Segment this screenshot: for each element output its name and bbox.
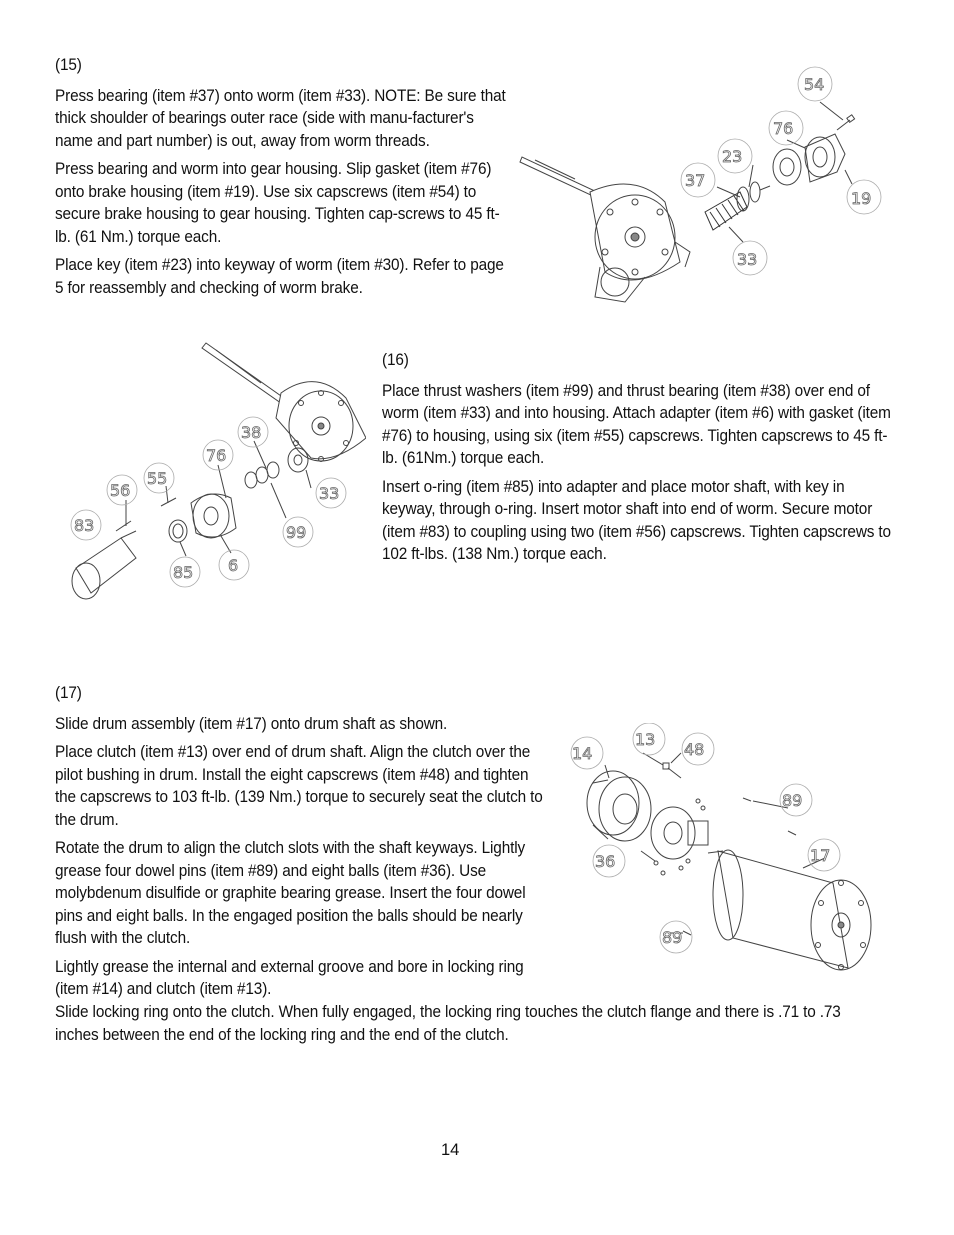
callout-54: 54 xyxy=(804,75,825,94)
step-number-17: (17) xyxy=(55,684,82,702)
callout-33: 33 xyxy=(737,250,758,269)
paragraph: Place thrust washers (item #99) and thrust bearing (item #38) over end of worm (item #33) and into housing. Attach adapter (item #6) with gasket (item #76) to housing, using six (item #55) capscrews. Tighten capscrews to 45 ft-lb. (61Nm.) torque each. xyxy=(382,381,891,467)
callout-13: 13 xyxy=(635,730,656,749)
callout-83: 83 xyxy=(74,516,95,535)
step-number-15: (15) xyxy=(55,56,82,74)
paragraph: Place clutch (item #13) over end of drum shaft. Align the clutch over the pilot bushing in drum. Install the eight capscrews (item #48) and tighten the capscrews to 103 ft-lb. (139 Nm.) torque to securely seat the clutch to the drum. xyxy=(55,743,543,829)
callout-85: 85 xyxy=(173,563,194,582)
callout-56: 56 xyxy=(110,481,131,500)
figure-drum-clutch-assembly xyxy=(563,723,893,985)
paragraph: Press bearing (item #37) onto worm (item #33). NOTE: Be sure that thick shoulder of bearings outer race (side with manu-facturer's name and part number) is out, away from worm threads. xyxy=(55,86,506,150)
callout-33: 33 xyxy=(319,484,340,503)
callout-76: 76 xyxy=(206,446,227,465)
paragraph: Rotate the drum to align the clutch slots with the shaft keyways. Lightly grease four dowel pins (item #89) and eight balls (item #36). Use molybdenum disulfide or graphite bearing grease. Insert the four dowel pins and eight balls. In the engaged position the balls should be nearly flush with the clutch. xyxy=(55,839,526,947)
section-16-text xyxy=(382,349,895,572)
callout-89: 89 xyxy=(782,791,803,810)
paragraph: Press bearing and worm into gear housing. Slip gasket (item #76) onto brake housing (item #19). Use six capscrews (item #54) to secure brake housing to gear housing. Tighten cap-screws to 45 ft-lb. (61 Nm.) torque each. xyxy=(55,160,500,246)
callout-38: 38 xyxy=(241,423,262,442)
paragraph: Slide locking ring onto the clutch. When fully engaged, the locking ring touches the clutch flange and there is .71 to .73 inches between the end of the locking ring and the end of the clutch. xyxy=(55,1003,841,1044)
callout-99: 99 xyxy=(286,523,307,542)
callout-55: 55 xyxy=(147,469,168,488)
paragraph: Lightly grease the internal and external groove and bore in locking ring (item #14) and clutch (item #13). xyxy=(55,957,524,998)
callout-76: 76 xyxy=(773,119,794,138)
section-17-final-paragraph xyxy=(55,1001,883,1052)
drum-clutch-drawing xyxy=(563,723,893,985)
worm-brake-drawing xyxy=(515,62,890,307)
step-number-16: (16) xyxy=(382,351,409,369)
callout-37: 37 xyxy=(685,171,706,190)
figure-worm-brake-assembly xyxy=(515,62,890,307)
section-15-text xyxy=(55,54,511,305)
callout-19: 19 xyxy=(851,189,872,208)
page-number: 14 xyxy=(441,1141,460,1159)
paragraph: Slide drum assembly (item #17) onto drum shaft as shown. xyxy=(55,714,448,733)
paragraph: Place key (item #23) into keyway of worm (item #30). Refer to page 5 for reassembly and checking of worm brake. xyxy=(55,256,504,297)
paragraph: Insert o-ring (item #85) into adapter and place motor shaft, with key in keyway, through o-ring. Insert motor shaft into end of worm. Secure motor (item #83) to coupling using two (item #56) capscrews. Tighten capscrews to 102 ft-lbs. (138 Nm.) torque each. xyxy=(382,477,891,563)
callout-23: 23 xyxy=(722,147,743,166)
callout-17: 17 xyxy=(810,846,831,865)
motor-adapter-drawing xyxy=(66,338,366,608)
callout-6: 6 xyxy=(228,556,239,575)
section-17-text xyxy=(55,682,544,1007)
figure-motor-adapter-assembly xyxy=(66,338,366,608)
callout-36: 36 xyxy=(595,852,616,871)
callout-48: 48 xyxy=(684,740,705,759)
callout-89-lower: 89 xyxy=(662,928,683,947)
callout-14: 14 xyxy=(572,744,593,763)
